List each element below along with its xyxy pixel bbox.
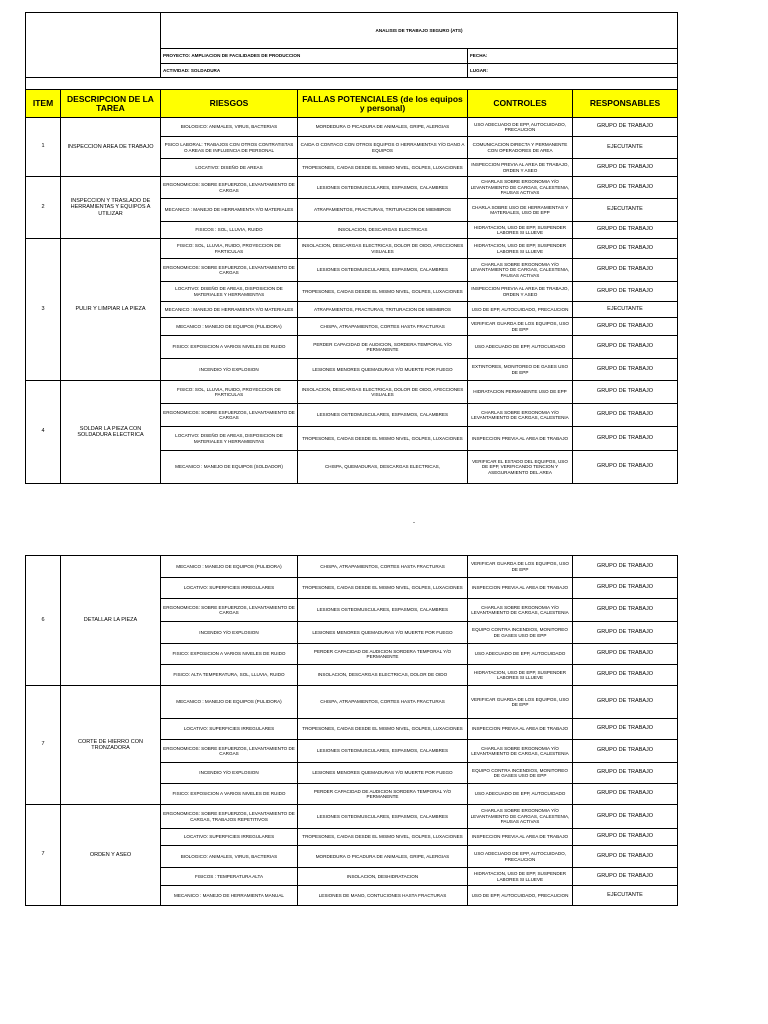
blank-row [26, 78, 678, 90]
risk-cell: ERGONOMICOS: SOBRE ESFUERZOS, LEVANTAMIENTO DE CARGAS [161, 259, 298, 282]
responsible-cell: EJECUTANTE [573, 886, 678, 906]
table-row [26, 177, 678, 199]
responsible-cell: GRUPO DE TRABAJO [573, 259, 678, 282]
failure-cell: INSOLACION, DESCARGAS ELECTRICAS, DOLOR DE OIDO, AFECCIONES VISUALES [298, 381, 468, 404]
risk-cell: LOCATIVO: SUPERFICIES IRREGULARES [161, 829, 298, 846]
control-cell: USO DE EPP, AUTOCUIDADO, PRECAUCION [468, 886, 573, 906]
failure-cell: PERDER CAPACIDAD DE AUDICION SORDERA TEMPORAL Y/O PERMANENTE [298, 644, 468, 665]
control-cell: EXTINTORES, MONITOREO DE GASES USO DE EPP [468, 359, 573, 381]
control-cell: CHARLAS SOBRE ERGONOMIA Y/O LEVANTAMIENTO DE CARGAS, CALESTENIA, PAUSAS ACTIVAS [468, 805, 573, 829]
risk-cell: INCENDIO Y/O EXPLOSION [161, 763, 298, 784]
failure-cell: PERDER CAPACIDAD DE AUDICION, SORDERA TEMPORAL Y/O PERMANENTE [298, 336, 468, 359]
risk-cell: FISICO: ALTA TEMPERATURA, SOL, LLUVIA, RUIDO [161, 665, 298, 686]
responsible-cell: GRUPO DE TRABAJO [573, 318, 678, 336]
risk-cell: FISICO: SOL, LLUVIA, RUIDO, PROYECCION DE PARTICULAS [161, 381, 298, 404]
risk-cell: ERGONOMICOS: SOBRE ESFUERZOS, LEVANTAMIENTO DE CARGAS [161, 599, 298, 622]
risk-cell: BIOLOGICO: ANIMALES, VIRUS, BACTERIAS [161, 118, 298, 137]
responsible-cell: GRUPO DE TRABAJO [573, 686, 678, 719]
table-row [26, 686, 678, 719]
control-cell: CHARLAS SOBRE ERGONOMIA Y/O LEVANTAMIENTO DE CARGAS, CALESTENIA, PAUSAS ACTIVAS [468, 177, 573, 199]
col-header-failures: FALLAS POTENCIALES (de los equipos y personal) [298, 90, 468, 118]
col-header-description: DESCRIPCION DE LA TAREA [61, 90, 161, 118]
table-row [26, 239, 678, 259]
risk-cell: ERGONOMICOS: SOBRE ESFUERZOS, LEVANTAMIENTO DE CARGAS [161, 177, 298, 199]
failure-cell: LESIONES MENORES QUEMADURAS Y/O MUERTE POR FUEGO [298, 622, 468, 644]
control-cell: CHARLAS SOBRE ERGONOMIA Y/O LEVANTAMIENTO DE CARGAS, CALESTENIA [468, 599, 573, 622]
failure-cell: MORDEDURA O PICADURA DE ANIMALES, GRIPE, ALERGIAS [298, 846, 468, 868]
item-number: 4 [26, 381, 61, 484]
responsible-cell: GRUPO DE TRABAJO [573, 622, 678, 644]
failure-cell: LESIONES OSTEOMUSCULARES, ESPASMOS, CALAMBRES [298, 259, 468, 282]
failure-cell: ATRAPAMIENTOS, FRACTURAS, TRITURACION DE MIEMBROS [298, 199, 468, 222]
control-cell: HIDRATACION, USO DE EPP, SUSPENDER LABORES SI LLUEVE [468, 868, 573, 886]
control-cell: INSPECCION PREVIA AL AREA DE TRABAJO, ORDEN Y ASEO [468, 159, 573, 177]
item-number: 6 [26, 556, 61, 686]
responsible-cell: GRUPO DE TRABAJO [573, 784, 678, 805]
control-cell: CHARLAS SOBRE ERGONOMIA Y/O LEVANTAMIENTO DE CARGAS, CALESTENIA [468, 740, 573, 763]
failure-cell: TROPESONES, CAIDAS DESDE EL MISMO NIVEL, GOLPES, LUXACIONES [298, 282, 468, 302]
responsible-cell: GRUPO DE TRABAJO [573, 177, 678, 199]
risk-cell: LOCATIVO: DISEÑO DE AREAS, DISPOSICION DE MATERIALES Y HERRAMIENTAS [161, 427, 298, 451]
failure-cell: LESIONES OSTEOMUSCULARES, ESPASMOS, CALAMBRES [298, 404, 468, 427]
place-field: LUGAR: [468, 64, 678, 78]
responsible-cell: GRUPO DE TRABAJO [573, 556, 678, 578]
responsible-cell: GRUPO DE TRABAJO [573, 381, 678, 404]
failure-cell: CHISPA, QUEMADURAS, DESCARGAS ELECTRICAS, [298, 451, 468, 484]
risk-cell: INCENDIO Y/O EXPLOSION [161, 622, 298, 644]
risk-cell: ERGONOMICOS: SOBRE ESFUERZOS, LEVANTAMIENTO DE CARGAS [161, 404, 298, 427]
responsible-cell: GRUPO DE TRABAJO [573, 829, 678, 846]
failure-cell: CHISPA, ATRAPAMIENTOS, CORTES HASTA FRACTURAS [298, 318, 468, 336]
failure-cell: LESIONES DE MANO, CONTUCIONES HASTA FRACTURAS [298, 886, 468, 906]
risk-cell: MECANICO : MANEJO DE HERRAMIENTA Y/O MATERIALES [161, 199, 298, 222]
control-cell: HIDRATACION PERMANENTE USO DE EPP [468, 381, 573, 404]
risk-cell: ERGONOMICOS: SOBRE ESFUERZOS, LEVANTAMIENTO DE CARGAS [161, 740, 298, 763]
control-cell: VERIFICAR GUARDA DE LOS EQUIPOS, USO DE EPP [468, 556, 573, 578]
activity-field: ACTIVIDAD: SOLDADURA [161, 64, 468, 78]
item-number: 1 [26, 118, 61, 177]
responsible-cell: EJECUTANTE [573, 137, 678, 159]
failure-cell: MORDEDURA O PICADURA DE ANIMALES, GRIPE, ALERGIAS [298, 118, 468, 137]
task-description: DETALLAR LA PIEZA [61, 556, 161, 686]
task-description: PULIR Y LIMPIAR LA PIEZA [61, 239, 161, 381]
failure-cell: TROPESONES, CAIDAS DESDE EL MISMO NIVEL, GOLPES, LUXACIONES [298, 427, 468, 451]
risk-cell: LOCATIVO: DISEÑO DE AREAS [161, 159, 298, 177]
ats-table-page1 [25, 89, 678, 484]
risk-cell: BIOLOGICO: ANIMALES, VIRUS, BACTERIAS [161, 846, 298, 868]
risk-cell: FISICO: EXPOSICION A VARIOS NIVELES DE RUIDO [161, 644, 298, 665]
risk-cell: FISICO: EXPOSICION A VARIOS NIVELES DE RUIDO [161, 784, 298, 805]
risk-cell: PSICO LABORAL: TRABAJOS CON OTROS CONTRATISTAS O AREAS DE INFLUENCIA DE PERSONAL [161, 137, 298, 159]
table-row [26, 556, 678, 578]
failure-cell: INSOLACION, DESCARGAS ELECTRICAS, DOLOR DE OIDO, AFECCIONES VISUALES [298, 239, 468, 259]
col-header-responsible: RESPONSABLES [573, 90, 678, 118]
failure-cell: INSOLACION, DESCARGAS ELECTRICAS [298, 222, 468, 239]
risk-cell: MECANICO : MANEJO DE HERRAMIENTA Y/O MATERIALES [161, 302, 298, 318]
failure-cell: LESIONES OSTEOMUSCULARES, ESPASMOS, CALAMBRES [298, 740, 468, 763]
failure-cell: LESIONES OSTEOMUSCULARES, ESPASMOS, CALAMBRES [298, 805, 468, 829]
control-cell: CHARLAS SOBRE ERGONOMIA Y/O LEVANTAMIENTO DE CARGAS, CALESTENIA, PAUSAS ACTIVAS [468, 259, 573, 282]
control-cell: VERIFICAR GUARDA DE LOS EQUIPOS, USO DE EPP [468, 686, 573, 719]
risk-cell: ERGONOMICOS: SOBRE ESFUERZOS, LEVANTAMIENTO DE CARGAS, TRABAJOS REPETITIVOS [161, 805, 298, 829]
task-description: INSPECCION AREA DE TRABAJO [61, 118, 161, 177]
failure-cell: INSOLACION, DESHIDRATACION [298, 868, 468, 886]
responsible-cell: GRUPO DE TRABAJO [573, 805, 678, 829]
project-field: PROYECTO: AMPLIACION DE FACILIDADES DE PRODUCCION [161, 49, 468, 64]
responsible-cell: GRUPO DE TRABAJO [573, 578, 678, 599]
failure-cell: LESIONES OSTEOMUSCULARES, ESPASMOS, CALAMBRES [298, 599, 468, 622]
failure-cell: LESIONES MENORES QUEMADURAS Y/O MUERTE POR FUEGO [298, 763, 468, 784]
control-cell: HIDRATACION, USO DE EPP, SUSPENDER LABORES SI LLUEVE [468, 239, 573, 259]
document-title: ANALISIS DE TRABAJO SEGURO (ATS) [161, 13, 678, 49]
responsible-cell: EJECUTANTE [573, 199, 678, 222]
responsible-cell: GRUPO DE TRABAJO [573, 359, 678, 381]
control-cell: INSPECCION PREVIA AL AREA DE TRABAJO, ORDEN Y ASEO [468, 282, 573, 302]
failure-cell: TROPESONES, CAIDAS DESDE EL MISMO NIVEL, GOLPES, LUXACIONES [298, 578, 468, 599]
control-cell: COMUNICACION DIRECTA Y PERMANENTE CON OPERADORES DE AREA [468, 137, 573, 159]
responsible-cell: EJECUTANTE [573, 302, 678, 318]
responsible-cell: GRUPO DE TRABAJO [573, 282, 678, 302]
item-number: 7 [26, 686, 61, 805]
table-row [26, 118, 678, 137]
control-cell: USO ADECUADO DE EPP, AUTOCUIDADO [468, 644, 573, 665]
responsible-cell: GRUPO DE TRABAJO [573, 118, 678, 137]
control-cell: INSPECCION PREVIA AL AREA DE TRABAJO [468, 829, 573, 846]
responsible-cell: GRUPO DE TRABAJO [573, 846, 678, 868]
failure-cell: PERDER CAPACIDAD DE AUDICION SORDERA TEMPORAL Y/O PERMANENTE [298, 784, 468, 805]
risk-cell: LOCATIVO: SUPERFICIES IRREGULARES [161, 719, 298, 740]
responsible-cell: GRUPO DE TRABAJO [573, 644, 678, 665]
failure-cell: LESIONES OSTEOMUSCULARES, ESPASMOS, CALAMBRES [298, 177, 468, 199]
task-description: CORTE DE HIERRO CON TRONZADORA [61, 686, 161, 805]
failure-cell: TROPESONES, CAIDAS DESDE EL MISMO NIVEL, GOLPES, LUXACIONES [298, 719, 468, 740]
control-cell: INSPECCION PREVIA AL AREA DE TRABAJO [468, 719, 573, 740]
failure-cell: CHISPA, ATRAPAMIENTOS, CORTES HASTA FRACTURAS [298, 686, 468, 719]
item-number: 2 [26, 177, 61, 239]
responsible-cell: GRUPO DE TRABAJO [573, 599, 678, 622]
control-cell: USO ADECUADO DE EPP, AUTOCUIDADO [468, 784, 573, 805]
col-header-controls: CONTROLES [468, 90, 573, 118]
responsible-cell: GRUPO DE TRABAJO [573, 740, 678, 763]
risk-cell: LOCATIVO: DISEÑO DE AREAS, DISPOSICION DE MATERIALES Y HERRAMIENTAS [161, 282, 298, 302]
failure-cell: TROPESONES, CAIDAS DESDE EL MISMO NIVEL, GOLPES, LUXACIONES [298, 159, 468, 177]
failure-cell: LESIONES MENORES QUEMADURAS Y/O MUERTE POR FUEGO [298, 359, 468, 381]
table-row [26, 381, 678, 404]
risk-cell: FISICOS : TEMPERATURA ALTA [161, 868, 298, 886]
control-cell: USO ADECUADO DE EPP, AUTOCUIDADO [468, 336, 573, 359]
page-break-mark: - [413, 520, 415, 526]
control-cell: VERIFICAR GUARDA DE LOS EQUIPOS, USO DE EPP [468, 318, 573, 336]
control-cell: EQUIPO CONTRA INCENDIOS, MONITOREO DE GASES USO DE EPP [468, 622, 573, 644]
responsible-cell: GRUPO DE TRABAJO [573, 336, 678, 359]
responsible-cell: GRUPO DE TRABAJO [573, 427, 678, 451]
item-number: 7 [26, 805, 61, 906]
col-header-item: ITEM [26, 90, 61, 118]
risk-cell: MECANICO : MANEJO DE HERRAMIENTA MANUAL [161, 886, 298, 906]
failure-cell: CAIDA O CONTACO CON OTROS EQUIPOS O HERRAMIENTAS Y/O DANO A EQUIPOS [298, 137, 468, 159]
risk-cell: FISICO: EXPOSICION A VARIOS NIVELES DE RUIDO [161, 336, 298, 359]
col-header-risks: RIESGOS [161, 90, 298, 118]
control-cell: CHARLA SOBRE USO DE HERRAMIENTAS Y MATERIALES, USO DE EPP [468, 199, 573, 222]
risk-cell: FISICO: SOL, LLUVIA, RUIDO, PROYECCION DE PARTICULAS [161, 239, 298, 259]
responsible-cell: GRUPO DE TRABAJO [573, 665, 678, 686]
responsible-cell: GRUPO DE TRABAJO [573, 404, 678, 427]
control-cell: HIDRATACION, USO DE EPP, SUSPENDER LABORES SI LLUEVE [468, 665, 573, 686]
task-description: ORDEN Y ASEO [61, 805, 161, 906]
risk-cell: FISICOS : SOL, LLUVIA, RUIDO [161, 222, 298, 239]
table-row [26, 805, 678, 829]
responsible-cell: GRUPO DE TRABAJO [573, 451, 678, 484]
task-description: SOLDAR LA PIEZA CON SOLDADURA ELECTRICA [61, 381, 161, 484]
control-cell: USO ADECUADO DE EPP, AUTOCUIDADO, PRECAUCION [468, 118, 573, 137]
risk-cell: MECANICO : MANEJO DE EQUIPOS (PULIDORA) [161, 318, 298, 336]
date-field: FECHA: [468, 49, 678, 64]
control-cell: INSPECCION PREVIA AL AREA DE TRABAJO [468, 578, 573, 599]
risk-cell: MECANICO : MANEJO DE EQUIPOS (PULIDORA) [161, 556, 298, 578]
responsible-cell: GRUPO DE TRABAJO [573, 222, 678, 239]
responsible-cell: GRUPO DE TRABAJO [573, 868, 678, 886]
failure-cell: TROPESONES, CAIDAS DESDE EL MISMO NIVEL, GOLPES, LUXACIONES [298, 829, 468, 846]
control-cell: HIDRATACION, USO DE EPP, SUSPENDER LABORES SI LLUEVE [468, 222, 573, 239]
item-number: 3 [26, 239, 61, 381]
risk-cell: LOCATIVO: SUPERFICIES IRREGULARES [161, 578, 298, 599]
risk-cell: MECANICO : MANEJO DE EQUIPOS (PULIDORA) [161, 686, 298, 719]
ats-header [25, 12, 678, 90]
control-cell: EQUIPO CONTRA INCENDIOS, MONITOREO DE GASES USO DE EPP [468, 763, 573, 784]
responsible-cell: GRUPO DE TRABAJO [573, 719, 678, 740]
task-description: INSPECCION Y TRASLADO DE HERRAMIENTAS Y EQUIPOS A UTILIZAR [61, 177, 161, 239]
control-cell: USO DE EPP, AUTOCUIDADO, PRECAUCION [468, 302, 573, 318]
failure-cell: INSOLACION, DESCARGAS ELECTRICAS, DOLOR DE OIDO [298, 665, 468, 686]
responsible-cell: GRUPO DE TRABAJO [573, 239, 678, 259]
failure-cell: ATRAPAMIENTOS, FRACTURAS, TRITURACION DE MIEMBROS [298, 302, 468, 318]
failure-cell: CHISPA, ATRAPAMIENTOS, CORTES HASTA FRACTURAS [298, 556, 468, 578]
control-cell: INSPECCION PREVIA AL AREA DE TRABAJO [468, 427, 573, 451]
risk-cell: INCENDIO Y/O EXPLOSION [161, 359, 298, 381]
responsible-cell: GRUPO DE TRABAJO [573, 763, 678, 784]
ats-table-page2 [25, 555, 678, 906]
risk-cell: MECANICO : MANEJO DE EQUIPOS (SOLDADOR) [161, 451, 298, 484]
control-cell: CHARLAS SOBRE ERGONOMIA Y/O LEVANTAMIENTO DE CARGAS, CALESTENIA [468, 404, 573, 427]
logo-cell [26, 13, 161, 78]
control-cell: USO ADECUADO DE EPP, AUTOCUIDADO, PRECAUCION [468, 846, 573, 868]
responsible-cell: GRUPO DE TRABAJO [573, 159, 678, 177]
control-cell: VERIFICAR EL ESTADO DEL EQUIPOS, USO DE EPP, VERIFICANDO TENCION Y ASEGURAMIENTO DEL AREA [468, 451, 573, 484]
